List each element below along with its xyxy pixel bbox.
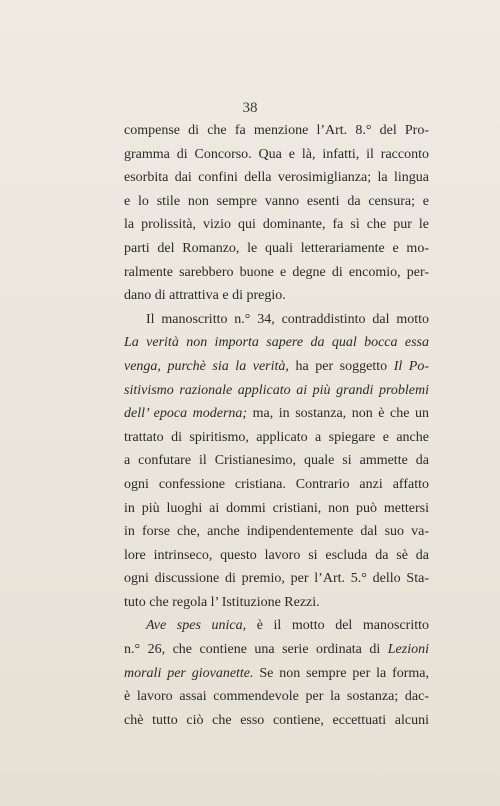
- text-line: [124, 449, 429, 473]
- text-line: [124, 685, 429, 709]
- text-segment: ma, in sostanza, non è che un: [247, 406, 430, 422]
- text-line: [124, 213, 429, 237]
- text-line: [124, 567, 429, 591]
- page-number: 38: [242, 100, 258, 116]
- text-segment: lore intrinseco, questo lavoro si escluda da sè da: [124, 547, 429, 563]
- italic-text-segment: dell’ epoca moderna;: [124, 406, 248, 422]
- italic-text-segment: morali per giovanette.: [124, 665, 254, 681]
- text-segment: ogni confessione cristiana. Contrario anzi affatto: [124, 476, 429, 492]
- italic-text-segment: Lezioni: [387, 642, 429, 658]
- text-segment: è il motto del manoscritto: [246, 618, 429, 634]
- body-text: [124, 119, 429, 732]
- text-line: [124, 638, 429, 662]
- text-segment: Se non sempre per la forma,: [253, 665, 429, 681]
- text-line: [124, 143, 429, 167]
- text-line: [124, 426, 429, 450]
- text-segment: a confutare il Cristianesimo, quale si ammette da: [124, 453, 429, 469]
- text-line: [124, 662, 429, 686]
- text-segment: Il manoscritto n.° 34, contraddistinto dal motto: [146, 311, 429, 327]
- text-segment: ralmente sarebbero buone e degne di encomio, per-: [124, 264, 429, 280]
- text-segment: tuto che regola l’ Istituzione Rezzi.: [124, 594, 320, 610]
- text-line: [124, 237, 429, 261]
- text-line: [124, 520, 429, 544]
- italic-text-segment: sitivismo razionale applicato ai più grandi problemi: [124, 382, 429, 398]
- text-segment: e lo stile non sempre vanno esenti da censura; e: [124, 193, 429, 209]
- text-segment: in più luoghi ai dommi cristiani, non può mettersi: [124, 500, 429, 516]
- text-line: [124, 284, 429, 308]
- text-line: [124, 261, 429, 285]
- text-line: [124, 497, 429, 521]
- text-line: [124, 473, 429, 497]
- text-segment: trattato di spiritismo, applicato a spiegare e anche: [124, 429, 429, 445]
- text-line: [124, 355, 429, 379]
- text-segment: dano di attrattiva e di pregio.: [124, 288, 286, 304]
- text-segment: ha per soggetto: [288, 358, 394, 374]
- text-segment: in forse che, anche indipendentemente dal suo va-: [124, 524, 429, 540]
- text-segment: n.° 26, che contiene una serie ordinata di: [124, 642, 388, 658]
- text-line: [124, 331, 429, 355]
- text-line: [124, 379, 429, 403]
- text-segment: è lavoro assai commendevole per la sostanza; dac-: [124, 689, 429, 705]
- text-segment: chè tutto ciò che esso contiene, eccettuati alcuni: [124, 712, 429, 728]
- text-line: [124, 544, 429, 568]
- text-line: [124, 119, 429, 143]
- text-segment: compense di che fa menzione l’Art. 8.° del Pro-: [124, 123, 429, 138]
- text-segment: esorbita dai confini della verosimiglianza; la lingua: [124, 170, 429, 186]
- text-line: [124, 591, 429, 615]
- text-segment: la prolissità, vizio qui dominante, fa sì che pur le: [124, 217, 429, 233]
- text-line: [124, 166, 429, 190]
- text-segment: ogni discussione di premio, per l’Art. 5.° dello Sta-: [124, 571, 429, 587]
- italic-text-segment: Ave spes unica,: [146, 618, 247, 634]
- italic-text-segment: Il Po-: [393, 358, 430, 374]
- text-line: [124, 308, 429, 332]
- italic-text-segment: venga, purchè sia la verità,: [124, 358, 289, 374]
- text-line: [124, 402, 429, 426]
- text-segment: gramma di Concorso. Qua e là, infatti, il racconto: [124, 146, 429, 162]
- text-line: [124, 190, 429, 214]
- text-segment: parti del Romanzo, le quali letterariamente e mo-: [124, 240, 429, 256]
- text-line: [124, 709, 429, 733]
- text-line: [124, 614, 429, 638]
- italic-text-segment: La verità non importa sapere da qual bocca essa: [124, 335, 429, 351]
